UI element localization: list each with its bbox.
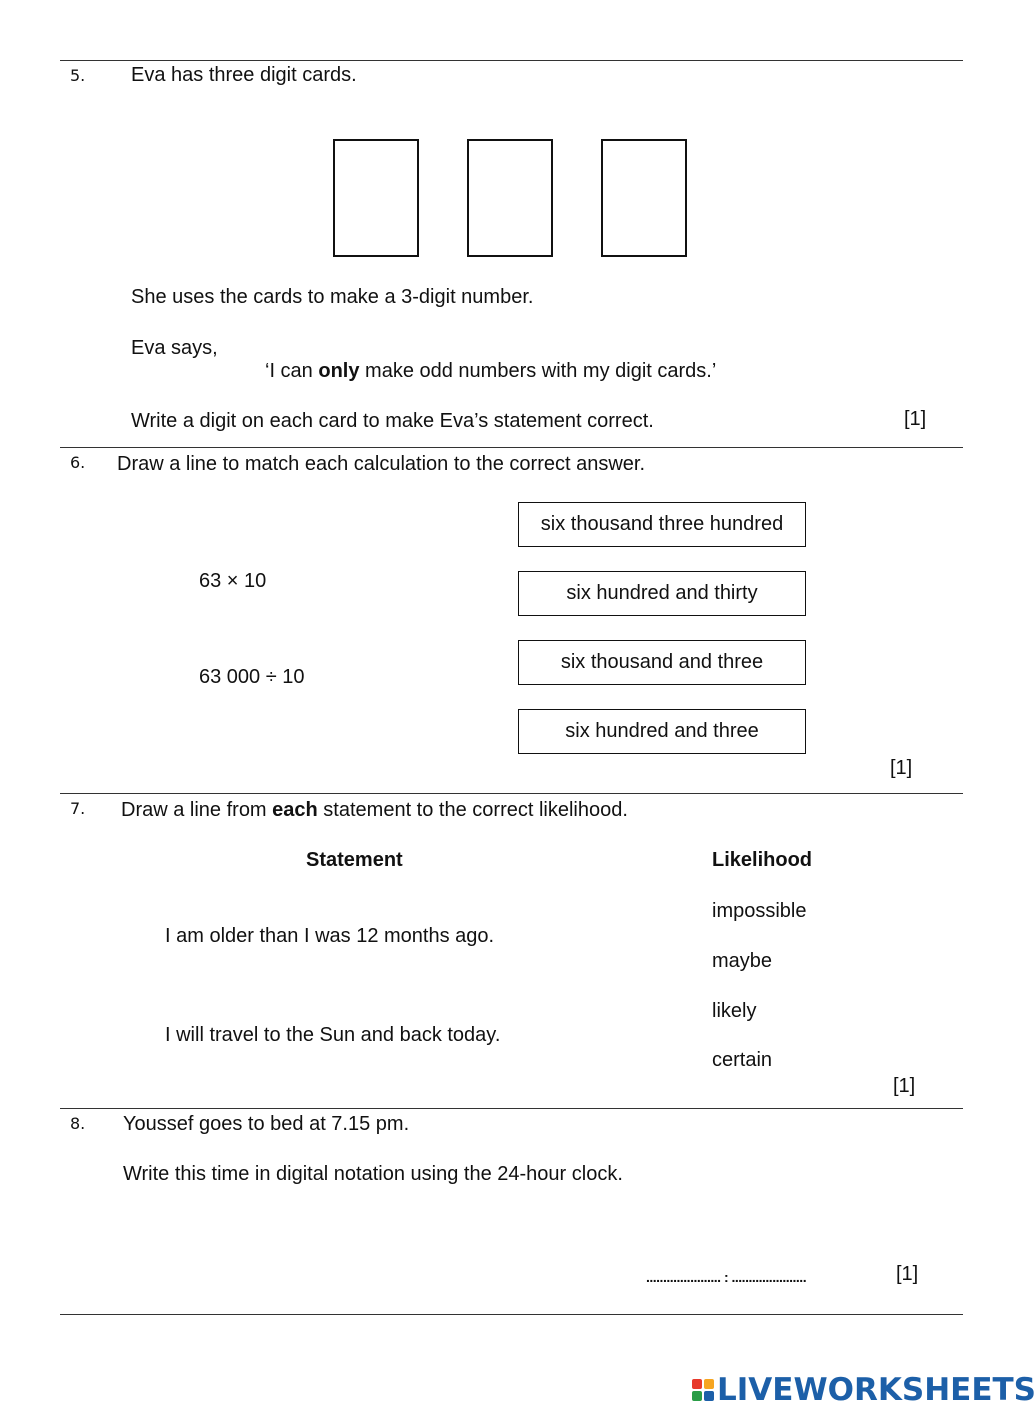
- answer-box[interactable]: six hundred and thirty: [518, 571, 806, 616]
- question-instruction: Write this time in digital notation using the 24-hour clock.: [123, 1163, 623, 1185]
- logo-square: [704, 1391, 714, 1401]
- question-instruction: Draw a line to match each calculation to the correct answer.: [117, 453, 646, 475]
- marks-label: [1]: [890, 757, 913, 779]
- logo-mark-icon: [692, 1379, 714, 1401]
- question-intro: Eva has three digit cards.: [131, 64, 357, 86]
- statement[interactable]: I am older than I was 12 months ago.: [165, 925, 495, 947]
- statement[interactable]: I will travel to the Sun and back today.: [165, 1024, 501, 1046]
- section-divider: [60, 793, 963, 794]
- likelihood-option[interactable]: maybe: [712, 950, 773, 972]
- section-divider: [60, 447, 963, 448]
- answer-box[interactable]: six thousand three hundred: [518, 502, 806, 547]
- question-text: She uses the cards to make a 3-digit number.: [131, 286, 534, 308]
- emphasis: only: [318, 360, 360, 382]
- statement-header: Statement: [306, 849, 403, 871]
- digit-card-2[interactable]: [467, 139, 553, 257]
- question-intro: Youssef goes to bed at 7.15 pm.: [123, 1113, 410, 1135]
- question-number: 5.: [70, 66, 86, 85]
- bottom-divider: [60, 1314, 963, 1315]
- digit-card-3[interactable]: [601, 139, 687, 257]
- likelihood-option[interactable]: impossible: [712, 900, 807, 922]
- calculation[interactable]: 63 000 ÷ 10: [199, 666, 305, 688]
- time-answer-field[interactable]: ...................... : ......................: [646, 1269, 807, 1285]
- likelihood-header: Likelihood: [712, 849, 812, 871]
- question-text: Eva says,: [131, 337, 218, 359]
- likelihood-option[interactable]: certain: [712, 1049, 773, 1071]
- logo-text: LIVEWORKSHEETS: [717, 1372, 1036, 1408]
- marks-label: [1]: [893, 1075, 916, 1097]
- emphasis: each: [272, 799, 318, 821]
- marks-label: [1]: [896, 1263, 919, 1285]
- question-number: 7.: [70, 799, 86, 818]
- top-divider: [60, 60, 963, 61]
- section-divider: [60, 1108, 963, 1109]
- marks-label: [1]: [904, 408, 927, 430]
- question-number: 8.: [70, 1114, 86, 1133]
- calculation[interactable]: 63 × 10: [199, 570, 267, 592]
- question-instruction: Write a digit on each card to make Eva’s statement correct.: [131, 410, 654, 432]
- logo-square: [692, 1391, 702, 1401]
- answer-box[interactable]: six hundred and three: [518, 709, 806, 754]
- logo-square: [704, 1379, 714, 1389]
- likelihood-option[interactable]: likely: [712, 1000, 757, 1022]
- digit-card-1[interactable]: [333, 139, 419, 257]
- question-number: 6.: [70, 453, 86, 472]
- liveworksheets-logo: [692, 1373, 1036, 1407]
- logo-square: [692, 1379, 702, 1389]
- answer-box[interactable]: six thousand and three: [518, 640, 806, 685]
- quote-text: ‘I can only make odd numbers with my digit cards.’: [265, 360, 717, 382]
- question-instruction: Draw a line from each statement to the correct likelihood.: [121, 799, 628, 821]
